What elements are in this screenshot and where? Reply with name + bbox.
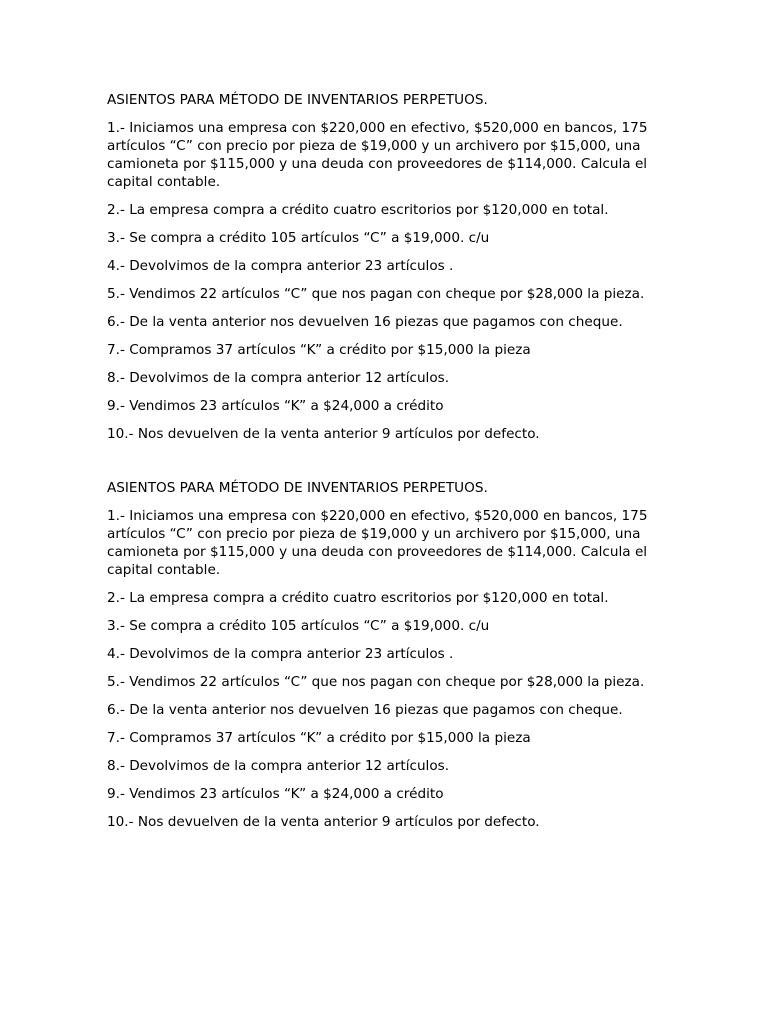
exercise-item: 2.- La empresa compra a crédito cuatro escritorios por $120,000 en total. [107,590,609,606]
exercise-section-1 [107,91,667,443]
exercise-section-2 [107,479,667,831]
exercise-item: 5.- Vendimos 22 artículos “C” que nos pagan con cheque por $28,000 la pieza. [107,674,645,690]
exercise-item: 1.- Iniciamos una empresa con $220,000 en efectivo, $520,000 en bancos, 175 artículos “C” con precio por pieza de $19,000 y un archivero por $15,000, una camioneta por $115,000 y una deuda con proveedores de $114,000. Calcula el capital contable. [107,508,648,578]
exercise-item: 3.- Se compra a crédito 105 artículos “C” a $19,000. c/u [107,618,490,634]
exercise-item: 9.- Vendimos 23 artículos “K” a $24,000 a crédito [107,398,444,414]
document-page [107,91,667,841]
exercise-item: 6.- De la venta anterior nos devuelven 16 piezas que pagamos con cheque. [107,314,623,330]
exercise-item: 7.- Compramos 37 artículos “K” a crédito por $15,000 la pieza [107,730,531,746]
exercise-item: 3.- Se compra a crédito 105 artículos “C” a $19,000. c/u [107,230,490,246]
exercise-item: 4.- Devolvimos de la compra anterior 23 artículos . [107,258,454,274]
exercise-item: 6.- De la venta anterior nos devuelven 16 piezas que pagamos con cheque. [107,702,623,718]
exercise-item: 7.- Compramos 37 artículos “K” a crédito por $15,000 la pieza [107,342,531,358]
exercise-item: 5.- Vendimos 22 artículos “C” que nos pagan con cheque por $28,000 la pieza. [107,286,645,302]
exercise-item: 8.- Devolvimos de la compra anterior 12 artículos. [107,370,450,386]
exercise-item: 2.- La empresa compra a crédito cuatro escritorios por $120,000 en total. [107,202,609,218]
exercise-item: 10.- Nos devuelven de la venta anterior 9 artículos por defecto. [107,814,540,830]
section-title: ASIENTOS PARA MÉTODO DE INVENTARIOS PERPETUOS. [107,92,488,108]
exercise-item: 10.- Nos devuelven de la venta anterior 9 artículos por defecto. [107,426,540,442]
exercise-item: 4.- Devolvimos de la compra anterior 23 artículos . [107,646,454,662]
exercise-item: 8.- Devolvimos de la compra anterior 12 artículos. [107,758,450,774]
exercise-item: 1.- Iniciamos una empresa con $220,000 en efectivo, $520,000 en bancos, 175 artículos “C” con precio por pieza de $19,000 y un archivero por $15,000, una camioneta por $115,000 y una deuda con proveedores de $114,000. Calcula el capital contable. [107,120,648,190]
exercise-item: 9.- Vendimos 23 artículos “K” a $24,000 a crédito [107,786,444,802]
section-title: ASIENTOS PARA MÉTODO DE INVENTARIOS PERPETUOS. [107,480,488,496]
